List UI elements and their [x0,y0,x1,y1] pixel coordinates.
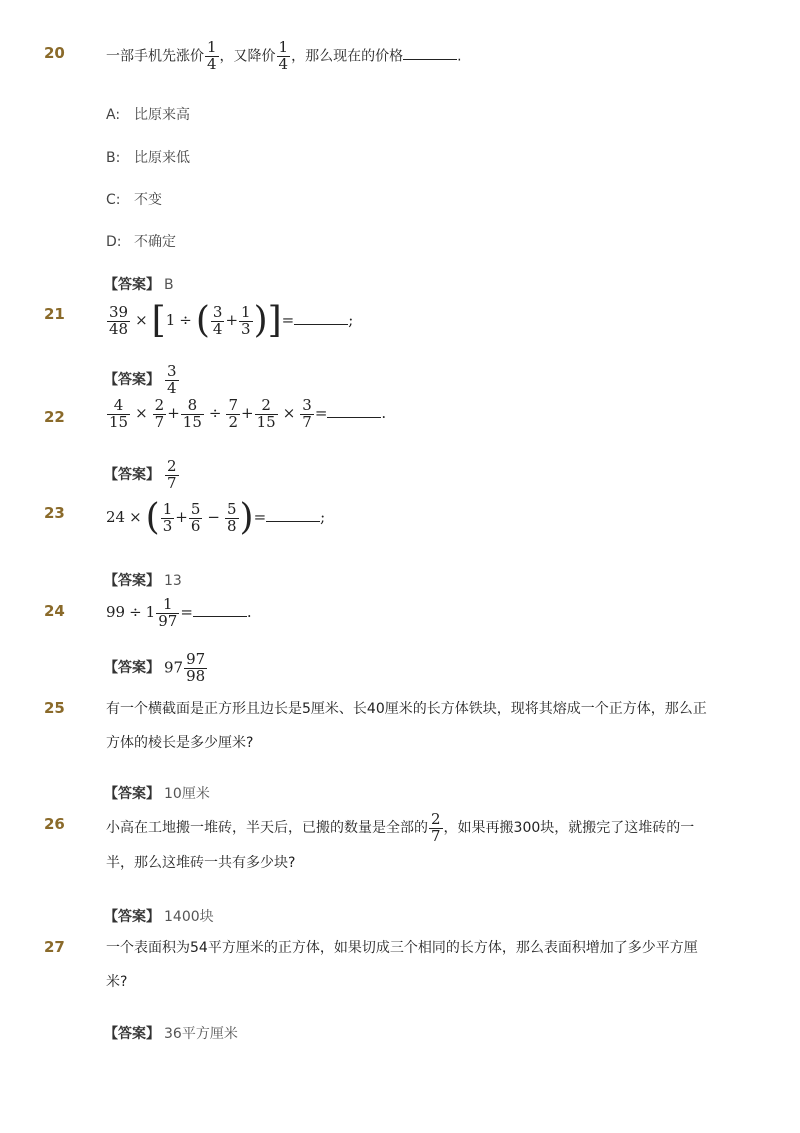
fraction: $\frac{1}{3}$ [241,302,251,338]
question-stem: $\frac{4}{15}$ × $\frac{2}{7}$ + $\frac{8}{15}$ ÷ $\frac{7}{2}$ + $\frac{2}{15}$ × $\frac{3}{7}$ = . [109,395,387,431]
answer-blank [193,604,247,617]
fraction: $\frac{3}{4}$ [212,302,223,338]
question-number: 24 [44,602,65,620]
question-number: 20 [44,44,65,62]
question-stem: 小高在工地搬一堆砖，半天后，已搬的数量是全部的 $\frac{2}{7}$ ，如果再搬300块，就搬完了这堆砖的一 半，那么这堆砖一共有多少块? [106,809,695,871]
fraction: $\frac{3}{4}$ [167,362,177,397]
question-stem: 99 ÷ 1 $\frac{1}{97}$ = . [106,594,252,630]
question-stem: $\frac{39}{48}$ × [1 ÷ ( $\frac{3}{4}$ + $\frac{1}{3}$ )]= ; [109,300,354,341]
question-number: 22 [44,408,65,426]
answer: 【答案】 13 [104,573,182,589]
option-d[interactable]: D: 不确定 [106,234,176,250]
answer-blank [266,509,320,522]
question-number: 27 [44,938,65,956]
question-number: 26 [44,815,65,833]
answer-blank [403,47,457,60]
fraction: $\frac{1}{4}$ [207,38,217,73]
question-stem: 24 × ( $\frac{1}{3}$ + $\frac{5}{6}$ − $\frac{5}{8}$ )= ; [106,497,326,538]
question-number: 21 [44,305,65,323]
answer: 【答案】 97 $\frac{97}{98}$ [104,650,206,685]
fraction: $\frac{1}{4}$ [278,38,289,73]
question-stem: 一部手机先涨价 $\frac{1}{4}$ ，又降价 $\frac{1}{4}$ ，那么现在的价格 . [106,38,462,73]
question-stem: 有一个横截面是正方形且边长是5厘米、长40厘米的长方体铁块，现将其熔成一个正方体，那么正 方体的棱长是多少厘米? [106,701,707,751]
fraction: $\frac{39}{48}$ [109,302,129,338]
answer: 【答案】 $\frac{2}{7}$ [104,457,177,492]
question-stem: 一个表面积为54平方厘米的正方体，如果切成三个相同的长方体，那么表面积增加了多少平方厘 米? [106,940,698,990]
question-number: 25 [44,699,65,717]
answer: 【答案】 1400块 [104,909,214,925]
answer: 【答案】 10厘米 [104,786,210,802]
answer-blank [327,405,381,418]
option-a[interactable]: A: 比原来高 [106,107,190,123]
option-c[interactable]: C: 不变 [106,192,162,208]
option-b[interactable]: B: 比原来低 [106,150,190,166]
question-number: 23 [44,504,65,522]
answer: 【答案】 B [104,277,174,293]
answer: 【答案】 $\frac{3}{4}$ [104,362,177,397]
answer: 【答案】 36平方厘米 [104,1026,238,1042]
answer-blank [294,312,348,325]
